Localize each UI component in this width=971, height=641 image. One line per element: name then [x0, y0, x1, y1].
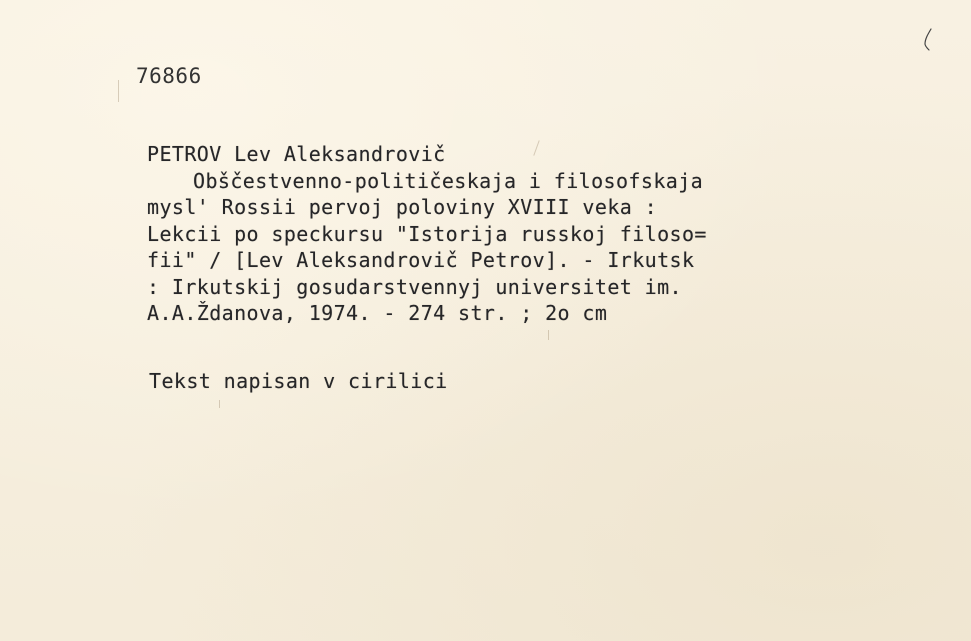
title-line: Obščestvenno-političeskaja i filosofskaja — [193, 168, 704, 193]
pencil-tick-icon — [921, 26, 935, 52]
author-heading: PETROV Lev Aleksandrovič — [147, 142, 446, 166]
responsibility-line: fii" / [Lev Aleksandrovič Petrov]. - Irkutsk — [147, 248, 695, 272]
publication-details-line: A.A.Ždanova, 1974. - 274 str. ; 2o cm — [147, 301, 608, 325]
bibliographic-entry — [147, 141, 847, 327]
accession-number: 76866 — [136, 64, 202, 88]
title-line: Lekcii po speckursu "Istorija russkoj filoso= — [147, 221, 707, 246]
paper-speck — [219, 400, 220, 408]
publisher-line: : Irkutskij gosudarstvennyj universitet im. — [147, 274, 682, 299]
card-note: Tekst napisan v cirilici — [149, 369, 448, 393]
paper-speck — [118, 80, 119, 102]
title-line: mysl' Rossii pervoj poloviny XVIII veka : — [147, 195, 658, 219]
paper-speck — [548, 330, 549, 340]
